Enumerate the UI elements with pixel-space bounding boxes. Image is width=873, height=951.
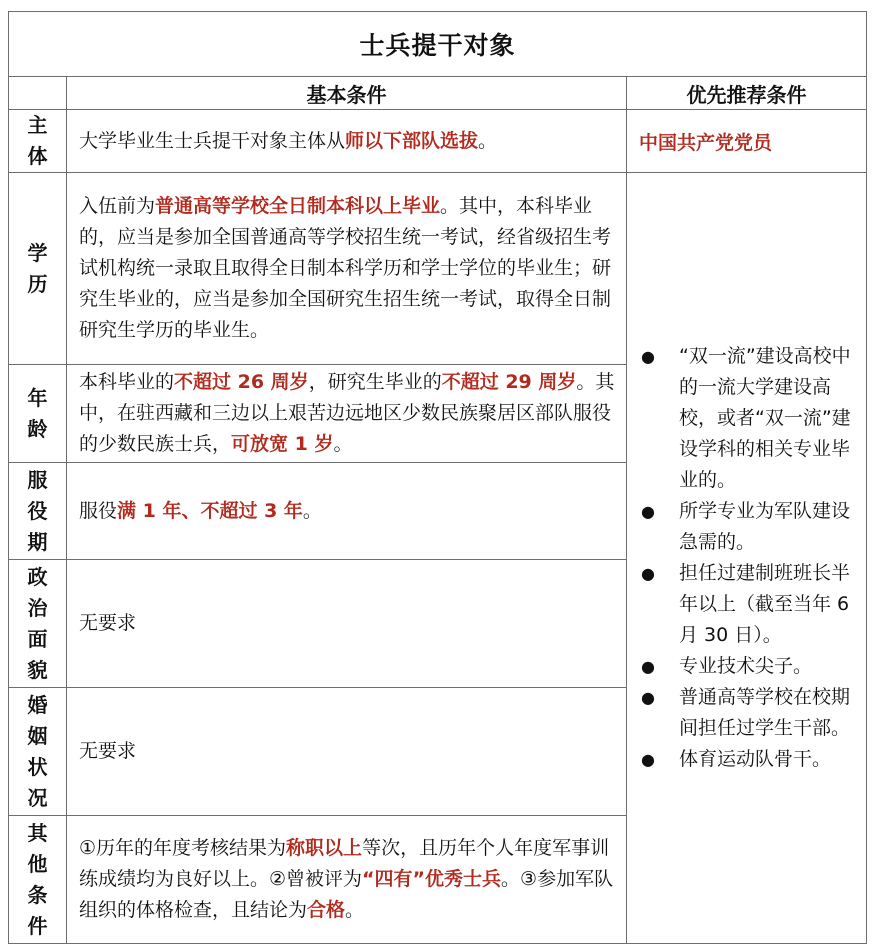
bullet-icon: ●	[641, 347, 655, 366]
political-content: 无要求	[67, 560, 627, 688]
priority-item: ● 担任过建制班班长半年以上（截至当年 6 月 30 日）。	[635, 558, 860, 651]
bullet-icon: ●	[641, 564, 655, 583]
row-label-age: 年 龄	[9, 365, 67, 463]
service-content: 服役满 1 年、不超过 3 年。	[67, 463, 627, 560]
row-label-political: 政 治 面 貌	[9, 560, 67, 688]
bullet-icon: ●	[641, 657, 655, 676]
bullet-icon: ●	[641, 688, 655, 707]
row-label-other: 其 他 条 件	[9, 816, 67, 944]
education-content: 入伍前为普通高等学校全日制本科以上毕业。其中，本科毕业的，应当是参加全国普通高等学校招生统一考试，经省级招生考试机构统一录取且取得全日制本科学历和学士学位的毕业生；研究生毕业的，应当是参加全国研究生招生统一考试，取得全日制研究生学历的毕业生。	[67, 173, 627, 365]
age-content: 本科毕业的不超过 26 周岁，研究生毕业的不超过 29 周岁。其中，在驻西藏和三边以上艰苦边远地区少数民族聚居区部队服役的少数民族士兵，可放宽 1 岁。	[67, 365, 627, 463]
priority-item: ● 普通高等学校在校期间担任过学生干部。	[635, 682, 860, 744]
bullet-icon: ●	[641, 502, 655, 521]
subject-content: 大学毕业生士兵提干对象主体从师以下部队选拔。	[67, 110, 627, 173]
marriage-content: 无要求	[67, 688, 627, 816]
row-label-marriage: 婚 姻 状 况	[9, 688, 67, 816]
priority-item: ● 体育运动队骨干。	[635, 744, 860, 775]
conditions-table	[8, 11, 867, 944]
header-empty-cell	[9, 77, 67, 110]
priority-item: ● 专业技术尖子。	[635, 651, 860, 682]
row-label-subject: 主 体	[9, 110, 67, 173]
priority-item: ● 所学专业为军队建设急需的。	[635, 496, 860, 558]
bullet-icon: ●	[641, 750, 655, 769]
priority-list-cell	[627, 173, 867, 944]
priority-item: ● “双一流”建设高校中的一流大学建设高校，或者“双一流”建设学科的相关专业毕业的。	[635, 341, 860, 496]
priority-party-member: 中国共产党党员	[627, 110, 867, 173]
priority-list	[635, 341, 860, 775]
header-priority: 优先推荐条件	[627, 77, 867, 110]
row-label-education: 学 历	[9, 173, 67, 365]
header-basic: 基本条件	[67, 77, 627, 110]
row-label-service: 服 役 期	[9, 463, 67, 560]
other-content: ①历年的年度考核结果为称职以上等次，且历年个人年度军事训练成绩均为良好以上。②曾被评为“四有”优秀士兵。③参加军队组织的体格检查，且结论为合格。	[67, 816, 627, 944]
table-title: 士兵提干对象	[9, 12, 867, 77]
